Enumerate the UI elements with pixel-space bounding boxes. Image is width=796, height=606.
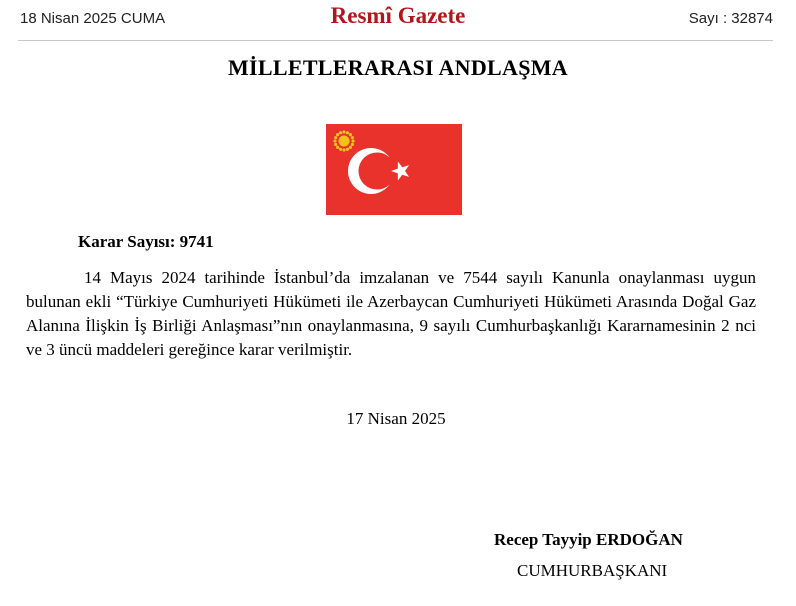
- document-title: MİLLETLERARASI ANDLAŞMA: [227, 55, 568, 80]
- signer-name: Recep Tayyip ERDOĞAN: [494, 530, 683, 549]
- header-divider: [18, 40, 773, 41]
- decision-body: 14 Mayıs 2024 tarihinde İstanbul’da imzalanan ve 7544 sayılı Kanunla onaylanması uygun bulunan ekli “Türkiye Cumhuriyeti Hükümeti ile Azerbaycan Cumhuriyeti Hükümeti Arasında Doğal Gaz Alanına İlişkin İş Birliği Anlaşması”nın onaylanmasına, 9 sayılı Cumhurbaşkanlığı Kararnamesinin 2 nci ve 3 üncü maddeleri gereğince karar verilmiştir.: [26, 268, 756, 359]
- decision-number: Karar Sayısı: 9741: [78, 232, 214, 251]
- signer-title: CUMHURBAŞKANI: [517, 561, 668, 580]
- gazette-title[interactable]: Resmî Gazete: [330, 3, 466, 28]
- turkish-presidential-flag-icon: [326, 124, 462, 215]
- gazette-date: 18 Nisan 2025 CUMA: [20, 10, 166, 27]
- presidential-sun-icon: [333, 130, 354, 151]
- decision-date: 17 Nisan 2025: [346, 409, 446, 428]
- issue-number: Sayı : 32874: [688, 10, 773, 27]
